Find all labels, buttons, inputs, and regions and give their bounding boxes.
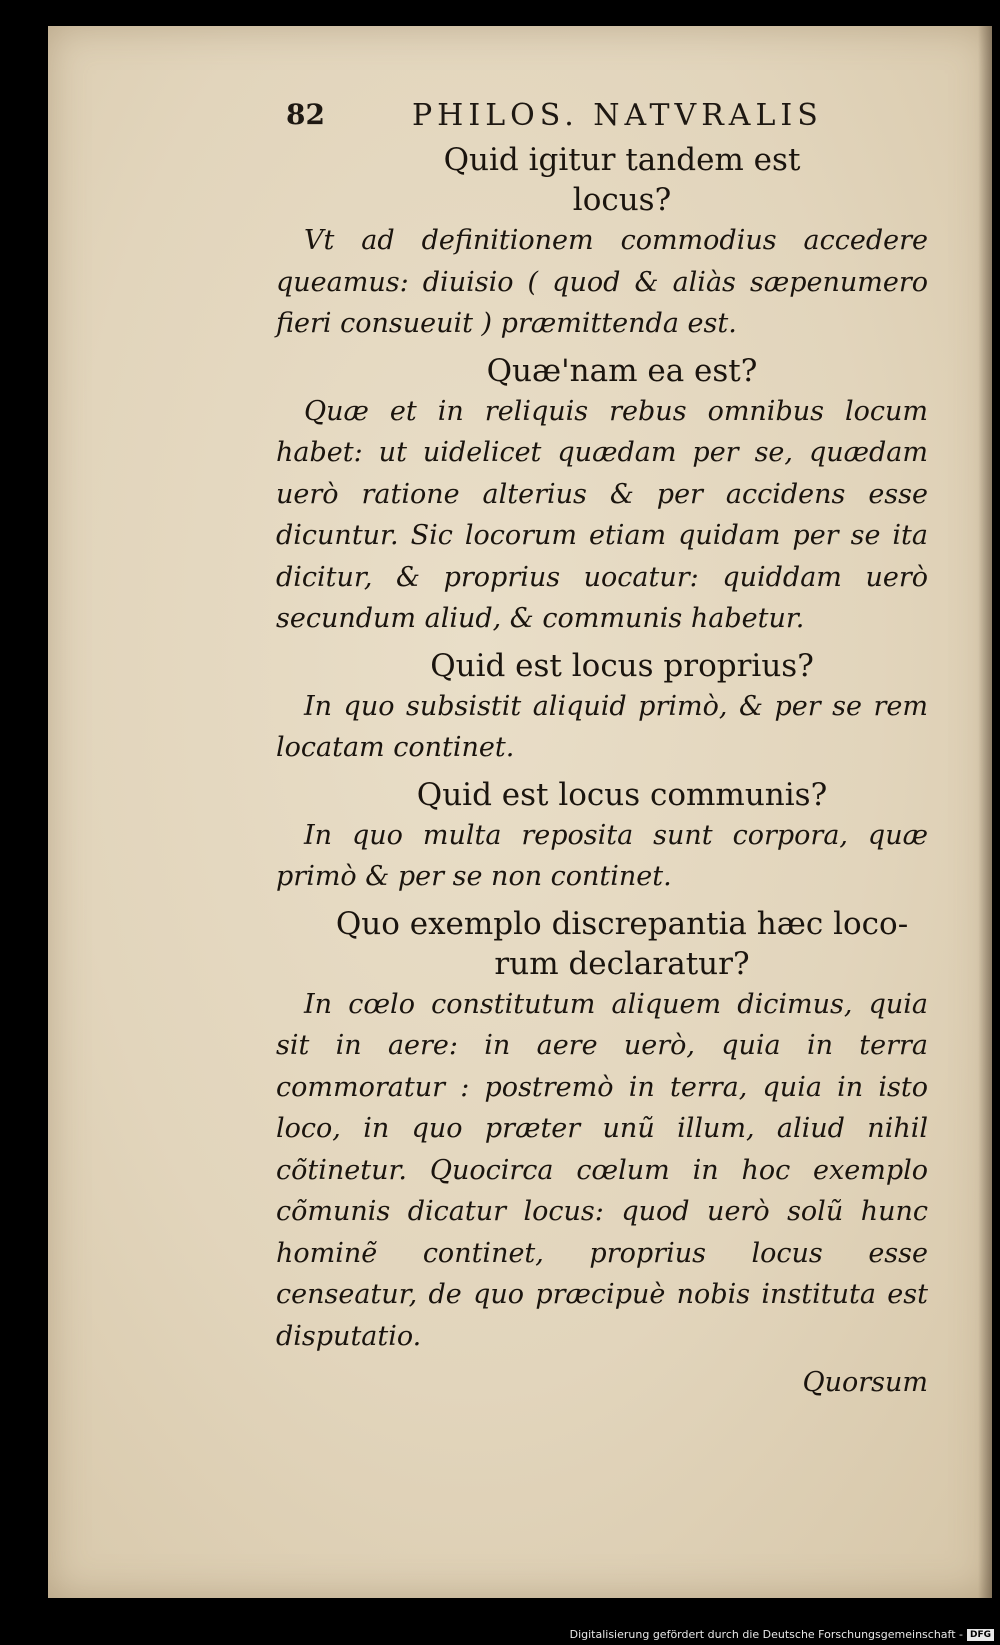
page-number: 82 (286, 98, 325, 131)
question-heading: Quæ'nam ea est? (486, 352, 758, 389)
question-heading: Quo exemplo discrepantia hæc loco- rum declaratur? (335, 905, 909, 982)
answer-text: In quo multa reposita sunt corpora, quæ primò & per se non continet. (276, 819, 928, 892)
qa-section (276, 351, 928, 640)
digitization-footer (570, 1628, 994, 1641)
answer-text: In cœlo constitutum aliquem dicimus, quia sit in aere: in aere uerò, quia in terra commoratur : postremò in terra, quia in isto loco, in quo præter unũ illum, aliud nihil cõtinetur. Quocirca cœlum in hoc exemplo cõmunis dicatur locus: quod uerò solũ hunc hominẽ continet, proprius locus esse censeatur, de quo præcipuè nobis instituta est disputatio. (276, 988, 928, 1352)
running-head-title: PHILOS. NATVRALIS (412, 98, 823, 133)
answer-text: In quo subsistit aliquid primò, & per se rem locatam continet. (276, 690, 928, 763)
footer-credit: Digitalisierung gefördert durch die Deutsche Forschungsgemeinschaft - (569, 1628, 963, 1641)
page-text (276, 140, 928, 1403)
qa-section (276, 904, 928, 1358)
question-heading: Quid igitur tandem est locus? (443, 142, 801, 218)
qa-section (276, 646, 928, 769)
answer-text: Quæ et in reliquis rebus omnibus locum habet: ut uidelicet quædam per se, quædam uerò ratione alterius & per accidens esse dicuntur. Sic locorum etiam quidam per se ita dicitur, & proprius uocatur: quiddam uerò secundum aliud, & communis habetur. (276, 395, 928, 634)
question-heading: Quid est locus proprius? (430, 647, 814, 684)
catchword: Quorsum (802, 1367, 928, 1398)
answer-text: Vt ad definitionem commodius accedere queamus: diuisio ( quod & aliàs sæpenumero fieri consueuit ) præmittenda est. (276, 225, 928, 339)
question-heading: Quid est locus communis? (416, 776, 828, 813)
dfg-logo: DFG (967, 1629, 994, 1641)
qa-section (276, 775, 928, 898)
qa-section (276, 140, 928, 345)
